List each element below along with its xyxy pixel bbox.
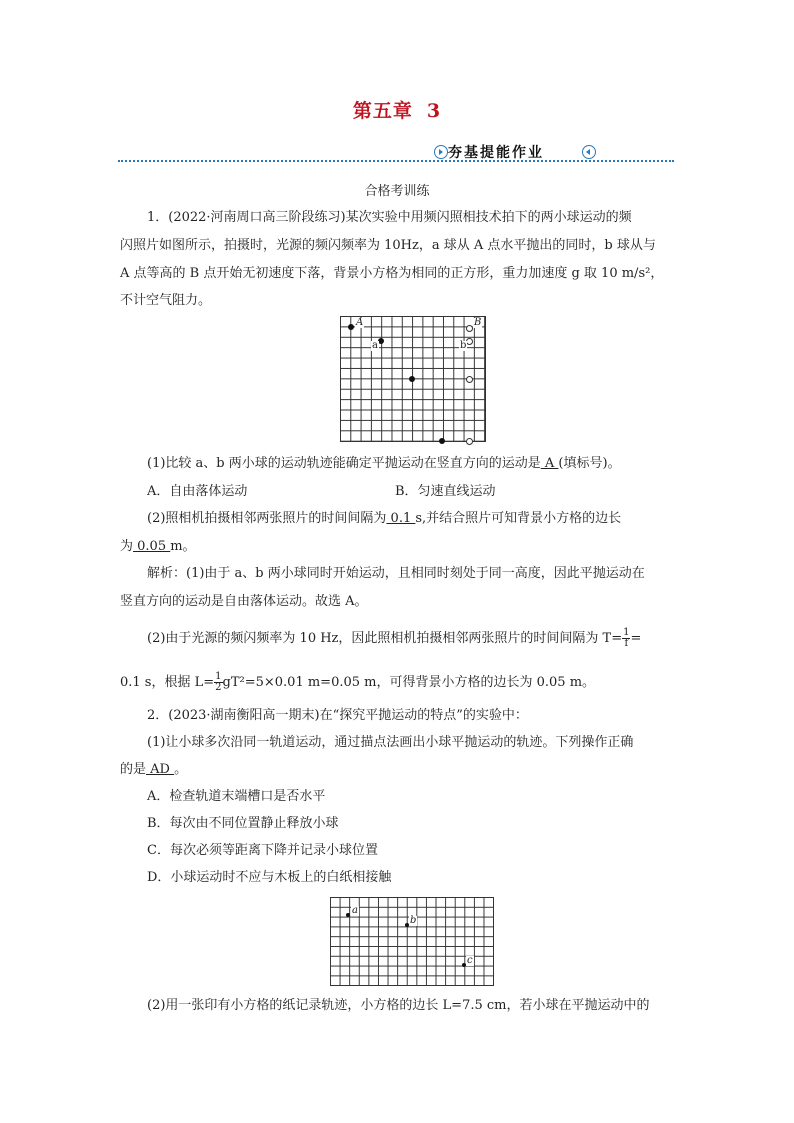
page-title: 第五章 3 (352, 100, 442, 122)
label-b: b (460, 340, 467, 351)
q1-stem-line3: A 点等高的 B 点开始无初速度下落，背景小方格为相同的正方形，重力加速度 g 取 10 m/s²， (120, 266, 664, 281)
q1-option-b: B．匀速直线运动 (395, 484, 496, 499)
label-a: a (372, 340, 378, 351)
fraction-1-over-2: $\frac{1}{2}$ (215, 671, 222, 693)
dotted-divider (118, 160, 674, 162)
q1-solution-line1: 解析：(1)由于 a、b 两小球同时开始运动，且相同时刻处于同一高度，因此平抛运动在 (147, 566, 645, 581)
label-b: b (410, 915, 417, 926)
q2-part2-line1: (2)用一张印有小方格的纸记录轨迹，小方格的边长 L=7.5 cm，若小球在平抛运动中的 (147, 998, 650, 1013)
fraction-1-over-f: $\frac{1}{f}$ (623, 627, 630, 649)
q1-solution-line3: (2)由于光源的频闪频率为 10 Hz，因此照相机拍摄相邻两张照片的时间间隔为 T= $\frac{1}{f}$ = (147, 627, 642, 649)
label-B: B (474, 317, 482, 328)
q1-part2-answer2: 0.05 (133, 539, 171, 554)
label-a: a (352, 905, 358, 916)
ball-b-1 (466, 325, 473, 332)
q1-part1: (1)比较 a、b 两小球的运动轨迹能确定平抛运动在竖直方向的运动是 A (填标号)。 (147, 456, 621, 471)
q1-part2-answer1: 0.1 (386, 511, 416, 526)
ball-b-4 (466, 438, 473, 445)
section-banner (118, 142, 674, 164)
arrow-left-icon (582, 145, 596, 159)
q1-part1-answer: A (540, 456, 559, 471)
ball-b-3 (466, 376, 473, 383)
ball-a-4 (439, 438, 445, 444)
q1-part2-line1: (2)照相机拍摄相邻两张照片的时间间隔为 0.1 s,并结合照片可知背景小方格的边长 (147, 511, 622, 526)
point-a (346, 913, 350, 917)
q2-figure-grid (330, 897, 494, 986)
q2-part1-answer: AD (146, 762, 175, 777)
arrow-right-icon (434, 145, 448, 159)
q1-stem-line4: 不计空气阻力。 (120, 293, 212, 308)
q1-part2-line2: 为 0.05 m。 (120, 539, 196, 554)
q2-option-a: A．检查轨道末端槽口是否水平 (147, 789, 326, 804)
ball-a-1 (348, 324, 354, 330)
q1-solution-line2: 竖直方向的运动是自由落体运动。故选 A。 (120, 594, 368, 609)
q1-stem-line2: 闪照片如图所示，拍摄时，光源的频闪频率为 10Hz，a 球从 A 点水平抛出的同时，b 球从与 (120, 238, 656, 253)
label-A: A (356, 317, 364, 328)
banner-title: 夯基提能作业 (448, 145, 544, 161)
q1-stem-line1: 1．(2022·河南周口高三阶段练习)某次实验中用频闪照相技术拍下的两小球运动的频 (147, 210, 632, 225)
q2-option-b: B．每次由不同位置静止释放小球 (147, 816, 339, 831)
q2-part1-line2: 的是 AD 。 (120, 762, 188, 777)
q2-option-c: C．每次必须等距离下降并记录小球位置 (147, 843, 378, 858)
q1-solution-line4: 0.1 s，根据 L= $\frac{1}{2}$ gT²=5×0.01 m=0.05 m，可得背景小方格的边长为 0.05 m。 (120, 671, 596, 693)
q2-part1-line1: (1)让小球多次沿同一轨道运动，通过描点法画出小球平抛运动的轨迹。下列操作正确 (147, 735, 634, 750)
q2-stem: 2．(2023·湖南衡阳高一期末)在“探究平抛运动的特点”的实验中： (147, 708, 528, 723)
q1-figure-grid (340, 316, 486, 442)
label-c: c (467, 955, 473, 966)
q1-option-a: A．自由落体运动 (147, 484, 248, 499)
q2-option-d: D．小球运动时不应与木板上的白纸相接触 (147, 870, 392, 885)
section-heading: 合格考训练 (364, 184, 430, 199)
ball-a-3 (409, 376, 415, 382)
